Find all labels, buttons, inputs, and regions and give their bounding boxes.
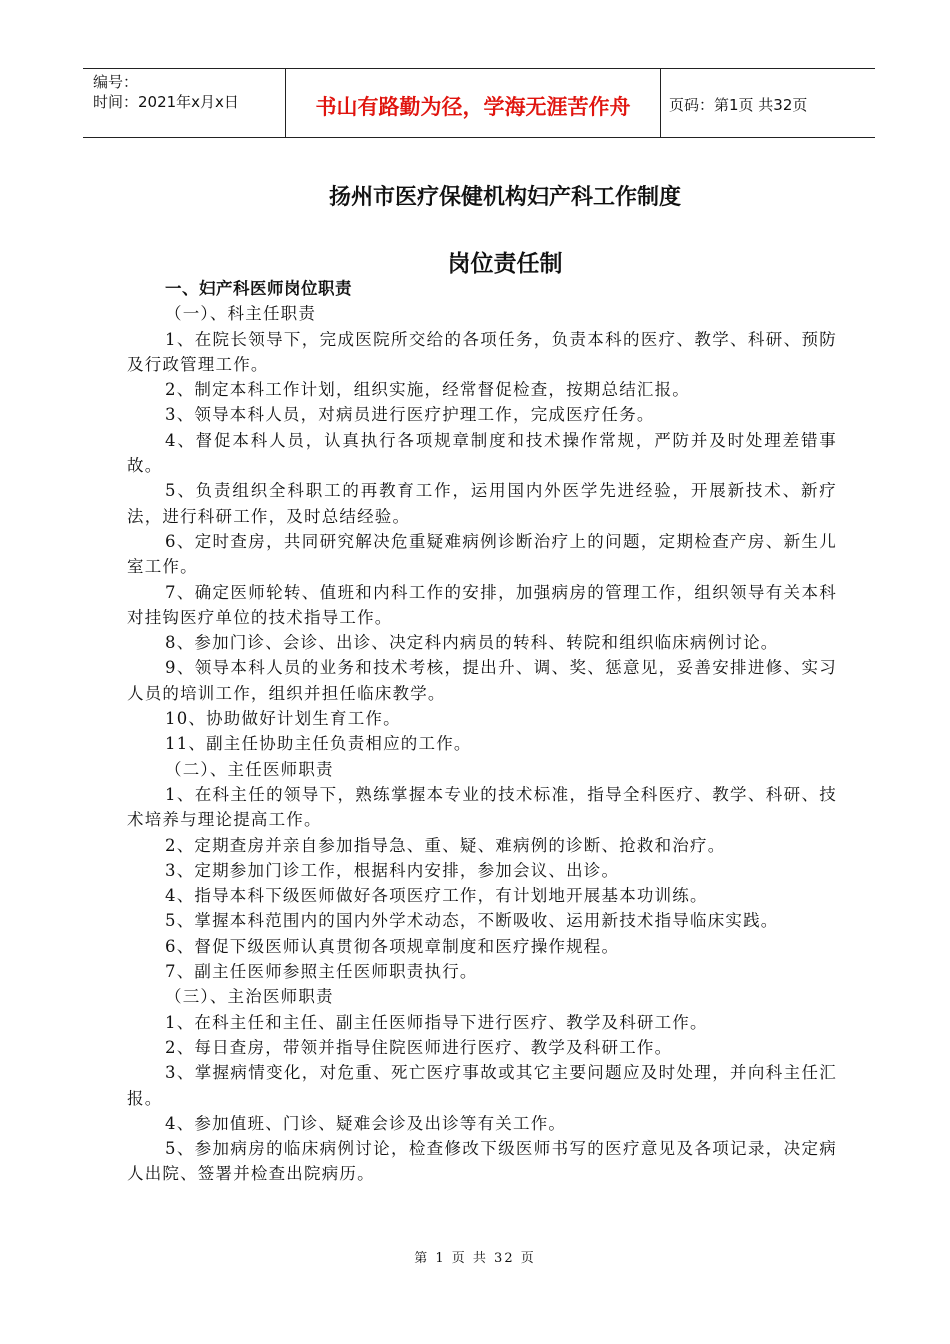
header-motto: 书山有路勤为径，学海无涯苦作舟: [315, 95, 631, 119]
subsection-heading: （一）、科主任职责: [165, 304, 317, 324]
header-page-cell: [661, 69, 875, 137]
section-heading: 一、妇产科医师岗位职责: [165, 279, 352, 298]
document-date-label: 时间：2021年x月x日: [93, 93, 239, 111]
body-paragraph: 3、掌握病情变化，对危重、死亡医疗事故或其它主要问题应及时处理，并向科主任汇报。: [127, 1063, 837, 1108]
document-title: 扬州市医疗保健机构妇产科工作制度: [328, 185, 681, 210]
body-paragraph: 8、参加门诊、会诊、出诊、决定科内病员的转科、转院和组织临床病例讨论。: [165, 633, 779, 653]
body-paragraph: 3、定期参加门诊工作，根据科内安排，参加会议、出诊。: [165, 860, 620, 880]
subsection-heading: （三）、主治医师职责: [165, 987, 334, 1007]
body-paragraph: 3、领导本科人员，对病员进行医疗护理工作，完成医疗任务。: [165, 405, 655, 425]
body-paragraph: 11、副主任协助主任负责相应的工作。: [165, 734, 472, 754]
body-paragraph: 1、在科主任和主任、副主任医师指导下进行医疗、教学及科研工作。: [165, 1012, 708, 1032]
body-paragraph: 2、制定本科工作计划，组织实施，经常督促检查，按期总结汇报。: [165, 380, 690, 400]
document-subtitle: 岗位责任制: [447, 251, 563, 277]
body-paragraph: 5、掌握本科范围内的国内外学术动态，不断吸收、运用新技术指导临床实践。: [165, 911, 779, 931]
body-paragraph: 4、督促本科人员，认真执行各项规章制度和技术操作常规，严防并及时处理差错事故。: [127, 430, 837, 476]
body-paragraph: 9、领导本科人员的业务和技术考核，提出升、调、奖、惩意见，妥善安排进修、实习人员的培训工作，组织并担任临床教学。: [127, 658, 837, 703]
document-header-table: [83, 68, 875, 138]
body-paragraph: 7、副主任医师参照主任医师职责执行。: [165, 962, 478, 982]
body-paragraph: 5、参加病房的临床病例讨论，检查修改下级医师书写的医疗意见及各项记录，决定病人出院、签署并检查出院病历。: [127, 1139, 837, 1184]
body-paragraph: 2、每日查房，带领并指导住院医师进行医疗、教学及科研工作。: [165, 1037, 673, 1057]
document-number-label: 编号：: [93, 73, 139, 91]
header-page-number: 页码：第1页 共32页: [669, 96, 808, 114]
body-paragraph: 1、在院长领导下，完成医院所交给的各项任务，负责本科的医疗、教学、科研、预防及行政管理工作。: [127, 329, 837, 374]
subsection-heading: （二）、主任医师职责: [165, 759, 334, 779]
body-paragraph: 10、协助做好计划生育工作。: [165, 709, 401, 729]
body-paragraph: 6、定时查房，共同研究解决危重疑难病例诊断治疗上的问题，定期检查产房、新生儿室工作。: [127, 531, 837, 577]
header-motto-cell: [285, 69, 661, 137]
body-paragraph: 6、督促下级医师认真贯彻各项规章制度和医疗操作规程。: [165, 936, 620, 956]
body-paragraph: 7、确定医师轮转、值班和内科工作的安排，加强病房的管理工作，组织领导有关本科对挂钩医疗单位的技术指导工作。: [127, 582, 837, 627]
body-paragraph: 4、指导本科下级医师做好各项医疗工作，有计划地开展基本功训练。: [165, 886, 708, 906]
body-paragraph: 5、负责组织全科职工的再教育工作，运用国内外医学先进经验，开展新技术、新疗法，进行科研工作，及时总结经验。: [127, 481, 837, 526]
body-paragraph: 4、参加值班、门诊、疑难会诊及出诊等有关工作。: [165, 1113, 567, 1133]
body-paragraph: 2、定期查房并亲自参加指导急、重、疑、难病例的诊断、抢救和治疗。: [165, 835, 726, 855]
page-footer: 第 1 页 共 32 页: [414, 1251, 536, 1266]
document-body: [127, 276, 837, 1187]
body-paragraph: 1、在科主任的领导下，熟练掌握本专业的技术标准，指导全科医疗、教学、科研、技术培养与理论提高工作。: [127, 784, 837, 830]
header-meta-cell: [83, 69, 285, 137]
